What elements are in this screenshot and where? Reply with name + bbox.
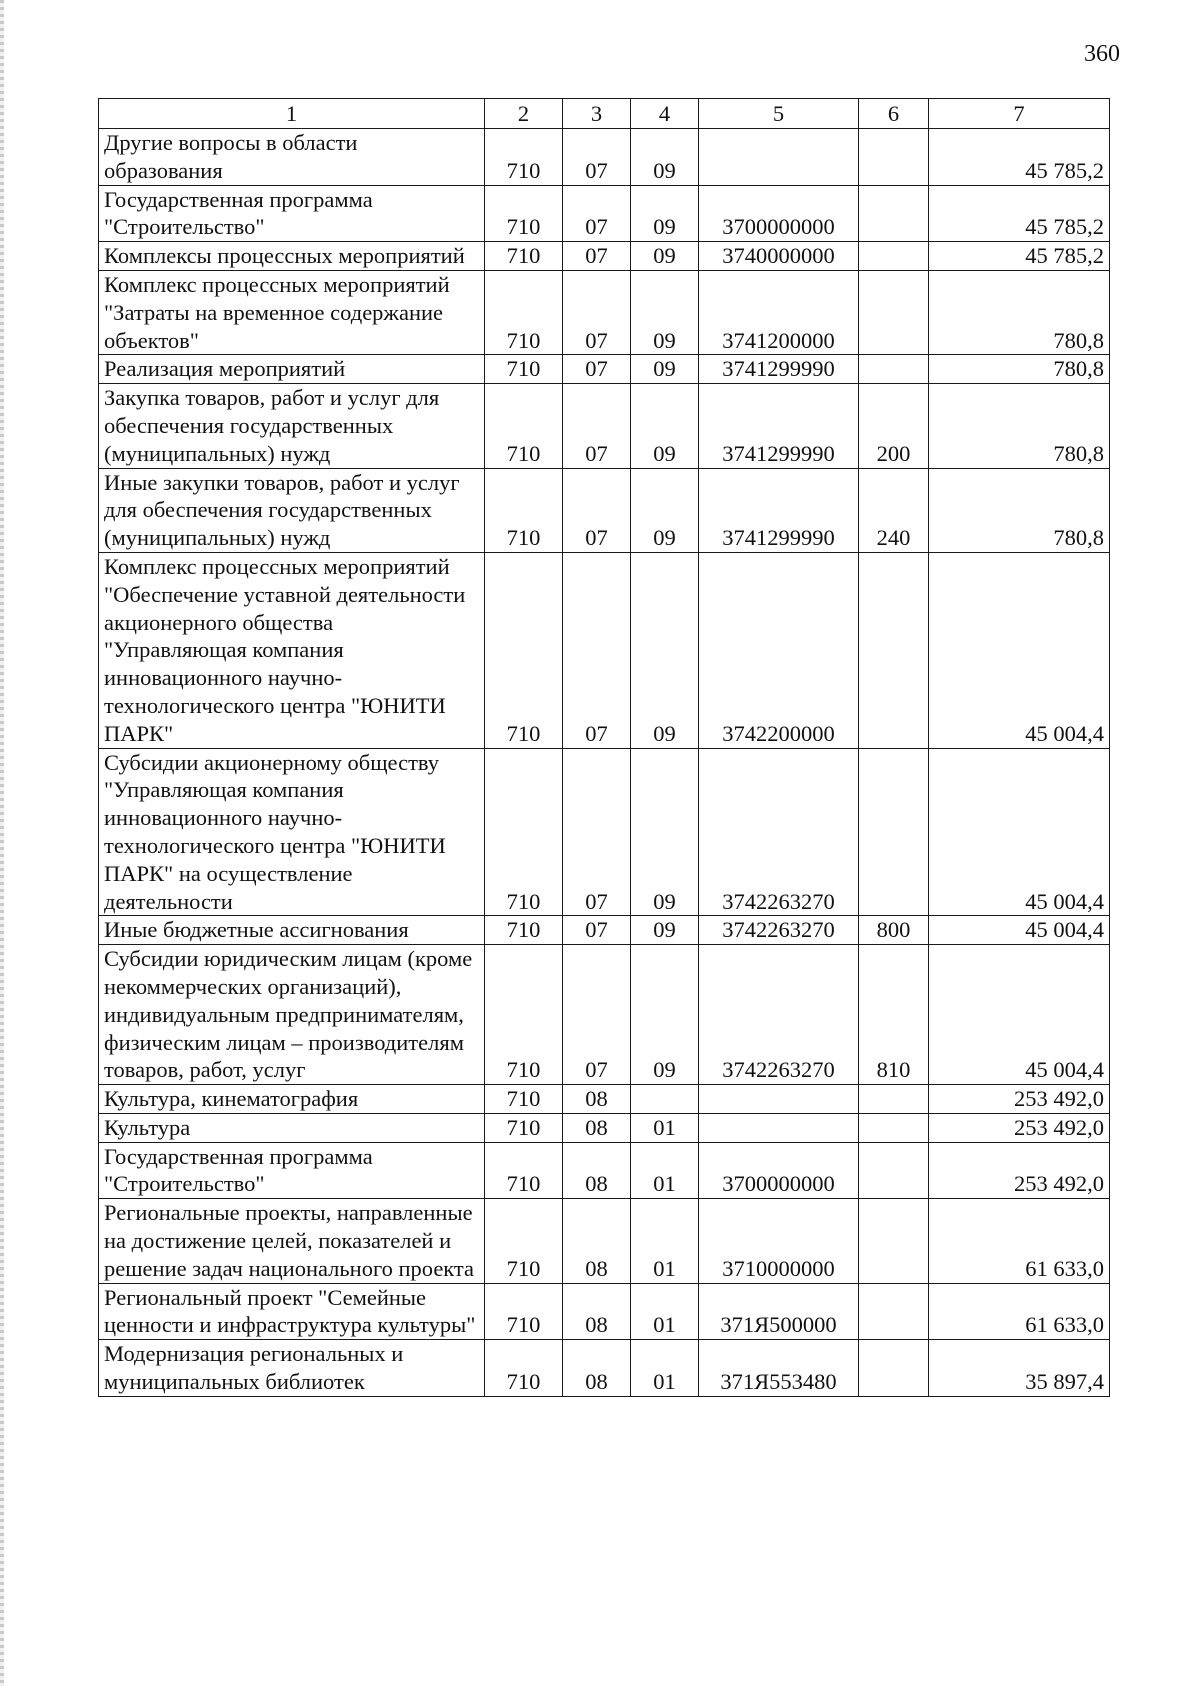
cell-ministry: 710 xyxy=(485,945,563,1085)
cell-target-item: 3710000000 xyxy=(699,1199,859,1283)
cell-expense-type: 200 xyxy=(859,384,929,468)
cell-expense-type: 240 xyxy=(859,468,929,552)
budget-table xyxy=(98,98,1110,1397)
table-row xyxy=(99,1085,1110,1114)
cell-amount: 253 492,0 xyxy=(929,1142,1110,1199)
cell-expense-type: 810 xyxy=(859,945,929,1085)
table-row xyxy=(99,1340,1110,1397)
cell-expense-type xyxy=(859,1085,929,1114)
cell-section: 07 xyxy=(563,185,631,242)
cell-subsection: 09 xyxy=(631,185,699,242)
cell-subsection: 09 xyxy=(631,129,699,186)
cell-target-item xyxy=(699,1113,859,1142)
header-row xyxy=(99,99,1110,129)
cell-amount: 780,8 xyxy=(929,270,1110,354)
row-name: Закупка товаров, работ и услуг для обеспечения государственных (муниципальных) нужд xyxy=(99,384,485,468)
cell-section: 07 xyxy=(563,129,631,186)
cell-ministry: 710 xyxy=(485,1142,563,1199)
cell-target-item: 3742263270 xyxy=(699,916,859,945)
cell-section: 07 xyxy=(563,355,631,384)
cell-subsection: 01 xyxy=(631,1283,699,1340)
cell-expense-type xyxy=(859,185,929,242)
cell-section: 07 xyxy=(563,384,631,468)
cell-ministry: 710 xyxy=(485,242,563,271)
row-name: Культура xyxy=(99,1113,485,1142)
cell-expense-type: 800 xyxy=(859,916,929,945)
cell-expense-type xyxy=(859,129,929,186)
cell-section: 08 xyxy=(563,1113,631,1142)
cell-section: 07 xyxy=(563,468,631,552)
table-row xyxy=(99,270,1110,354)
cell-ministry: 710 xyxy=(485,748,563,916)
cell-amount: 45 004,4 xyxy=(929,552,1110,748)
cell-target-item: 371Я500000 xyxy=(699,1283,859,1340)
cell-ministry: 710 xyxy=(485,1283,563,1340)
cell-subsection: 09 xyxy=(631,552,699,748)
cell-ministry: 710 xyxy=(485,185,563,242)
cell-target-item: 3740000000 xyxy=(699,242,859,271)
row-name: Субсидии юридическим лицам (кроме некоммерческих организаций), индивидуальным предпринимателям, физическим лицам – производителям товаров, работ, услуг xyxy=(99,945,485,1085)
table-row xyxy=(99,185,1110,242)
header-col-2: 2 xyxy=(485,99,563,129)
cell-subsection: 09 xyxy=(631,748,699,916)
cell-section: 07 xyxy=(563,748,631,916)
table-row xyxy=(99,1113,1110,1142)
row-name: Иные бюджетные ассигнования xyxy=(99,916,485,945)
cell-amount: 35 897,4 xyxy=(929,1340,1110,1397)
cell-section: 07 xyxy=(563,270,631,354)
cell-subsection: 09 xyxy=(631,355,699,384)
cell-ministry: 710 xyxy=(485,129,563,186)
cell-ministry: 710 xyxy=(485,552,563,748)
row-name: Модернизация региональных и муниципальных библиотек xyxy=(99,1340,485,1397)
cell-expense-type xyxy=(859,748,929,916)
cell-amount: 253 492,0 xyxy=(929,1085,1110,1114)
cell-section: 07 xyxy=(563,242,631,271)
cell-amount: 45 785,2 xyxy=(929,129,1110,186)
cell-ministry: 710 xyxy=(485,1113,563,1142)
cell-expense-type xyxy=(859,1340,929,1397)
cell-section: 08 xyxy=(563,1283,631,1340)
table-row xyxy=(99,242,1110,271)
cell-ministry: 710 xyxy=(485,916,563,945)
cell-amount: 780,8 xyxy=(929,384,1110,468)
cell-amount: 45 004,4 xyxy=(929,748,1110,916)
row-name: Культура, кинематография xyxy=(99,1085,485,1114)
table-row xyxy=(99,384,1110,468)
cell-ministry: 710 xyxy=(485,1085,563,1114)
row-name: Субсидии акционерному обществу "Управляющая компания инновационного научно-технологического центра "ЮНИТИ ПАРК" на осуществление деятельности xyxy=(99,748,485,916)
cell-target-item xyxy=(699,1085,859,1114)
table-body xyxy=(99,129,1110,1397)
row-name: Региональный проект "Семейные ценности и инфраструктура культуры" xyxy=(99,1283,485,1340)
header-col-7: 7 xyxy=(929,99,1110,129)
row-name: Другие вопросы в области образования xyxy=(99,129,485,186)
table-row xyxy=(99,1142,1110,1199)
cell-target-item: 371Я553480 xyxy=(699,1340,859,1397)
cell-target-item: 3741299990 xyxy=(699,468,859,552)
cell-subsection: 09 xyxy=(631,916,699,945)
cell-ministry: 710 xyxy=(485,468,563,552)
cell-target-item: 3742200000 xyxy=(699,552,859,748)
cell-expense-type xyxy=(859,1283,929,1340)
cell-subsection: 01 xyxy=(631,1113,699,1142)
cell-section: 08 xyxy=(563,1085,631,1114)
cell-expense-type xyxy=(859,355,929,384)
cell-amount: 61 633,0 xyxy=(929,1283,1110,1340)
cell-subsection: 09 xyxy=(631,242,699,271)
cell-section: 08 xyxy=(563,1199,631,1283)
row-name: Иные закупки товаров, работ и услуг для обеспечения государственных (муниципальных) нужд xyxy=(99,468,485,552)
row-name: Региональные проекты, направленные на достижение целей, показателей и решение задач национального проекта xyxy=(99,1199,485,1283)
cell-section: 08 xyxy=(563,1340,631,1397)
cell-target-item: 3741200000 xyxy=(699,270,859,354)
cell-ministry: 710 xyxy=(485,1340,563,1397)
cell-amount: 45 004,4 xyxy=(929,945,1110,1085)
table-row xyxy=(99,945,1110,1085)
header-col-3: 3 xyxy=(563,99,631,129)
cell-expense-type xyxy=(859,1199,929,1283)
row-name: Комплекс процессных мероприятий "Обеспечение уставной деятельности акционерного общества "Управляющая компания инновационного научно-технологического центра "ЮНИТИ ПАРК" xyxy=(99,552,485,748)
row-name: Государственная программа "Строительство" xyxy=(99,185,485,242)
cell-subsection: 01 xyxy=(631,1142,699,1199)
cell-section: 07 xyxy=(563,916,631,945)
table-row xyxy=(99,355,1110,384)
cell-section: 07 xyxy=(563,552,631,748)
cell-subsection: 01 xyxy=(631,1199,699,1283)
cell-expense-type xyxy=(859,242,929,271)
header-col-1: 1 xyxy=(99,99,485,129)
cell-amount: 253 492,0 xyxy=(929,1113,1110,1142)
cell-amount: 45 004,4 xyxy=(929,916,1110,945)
cell-target-item: 3742263270 xyxy=(699,945,859,1085)
cell-amount: 780,8 xyxy=(929,468,1110,552)
cell-ministry: 710 xyxy=(485,270,563,354)
table-row xyxy=(99,552,1110,748)
cell-subsection: 09 xyxy=(631,384,699,468)
page-number: 360 xyxy=(1084,41,1120,67)
cell-amount: 45 785,2 xyxy=(929,185,1110,242)
cell-expense-type xyxy=(859,552,929,748)
cell-amount: 61 633,0 xyxy=(929,1199,1110,1283)
cell-ministry: 710 xyxy=(485,1199,563,1283)
cell-amount: 45 785,2 xyxy=(929,242,1110,271)
cell-section: 08 xyxy=(563,1142,631,1199)
table-row xyxy=(99,916,1110,945)
cell-subsection: 09 xyxy=(631,468,699,552)
cell-subsection xyxy=(631,1085,699,1114)
table-row xyxy=(99,468,1110,552)
cell-amount: 780,8 xyxy=(929,355,1110,384)
scan-edge xyxy=(0,0,4,1686)
table-header xyxy=(99,99,1110,129)
cell-subsection: 01 xyxy=(631,1340,699,1397)
row-name: Комплексы процессных мероприятий xyxy=(99,242,485,271)
cell-subsection: 09 xyxy=(631,945,699,1085)
row-name: Реализация мероприятий xyxy=(99,355,485,384)
cell-ministry: 710 xyxy=(485,355,563,384)
header-col-5: 5 xyxy=(699,99,859,129)
cell-section: 07 xyxy=(563,945,631,1085)
cell-target-item: 3700000000 xyxy=(699,185,859,242)
row-name: Государственная программа "Строительство" xyxy=(99,1142,485,1199)
cell-ministry: 710 xyxy=(485,384,563,468)
cell-expense-type xyxy=(859,1142,929,1199)
cell-target-item: 3700000000 xyxy=(699,1142,859,1199)
table-row xyxy=(99,1199,1110,1283)
row-name: Комплекс процессных мероприятий "Затраты на временное содержание объектов" xyxy=(99,270,485,354)
header-col-6: 6 xyxy=(859,99,929,129)
header-col-4: 4 xyxy=(631,99,699,129)
table-row xyxy=(99,748,1110,916)
cell-expense-type xyxy=(859,270,929,354)
cell-target-item: 3742263270 xyxy=(699,748,859,916)
cell-target-item: 3741299990 xyxy=(699,384,859,468)
cell-target-item: 3741299990 xyxy=(699,355,859,384)
cell-subsection: 09 xyxy=(631,270,699,354)
cell-expense-type xyxy=(859,1113,929,1142)
table-row xyxy=(99,1283,1110,1340)
table-row xyxy=(99,129,1110,186)
cell-target-item xyxy=(699,129,859,186)
